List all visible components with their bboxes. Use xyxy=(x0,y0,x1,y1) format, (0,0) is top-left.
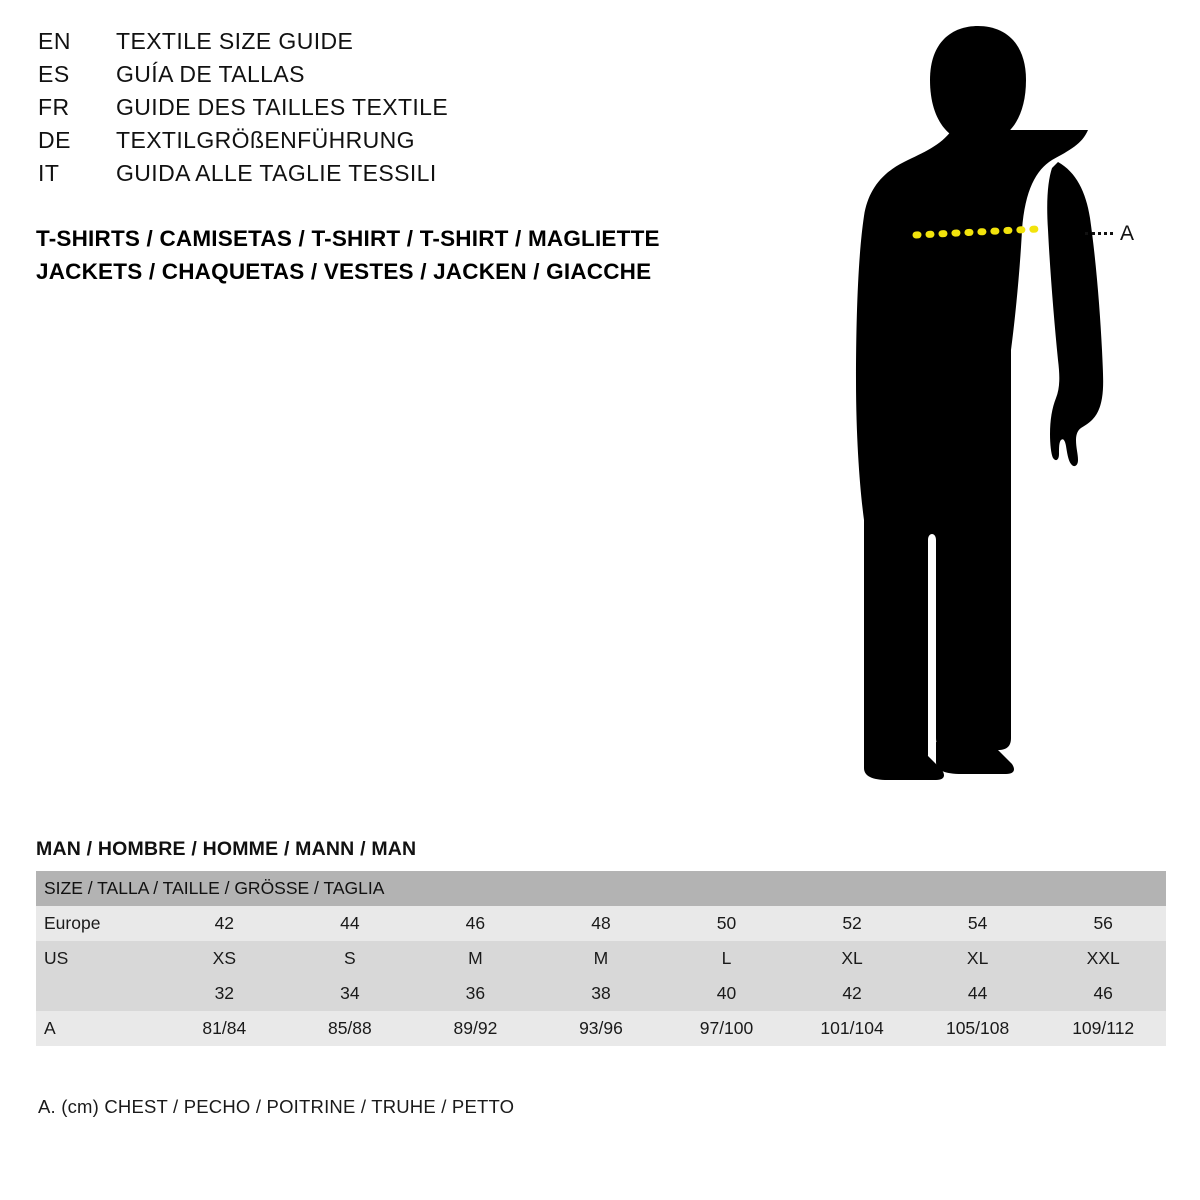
row-label: A xyxy=(36,1011,162,1046)
language-title: GUÍA DE TALLAS xyxy=(116,61,305,87)
size-table xyxy=(36,871,1166,1046)
category-tshirts: T-SHIRTS / CAMISETAS / T-SHIRT / T-SHIRT / MAGLIETTE xyxy=(36,226,660,251)
language-title: GUIDE DES TAILLES TEXTILE xyxy=(116,94,449,120)
language-code: IT xyxy=(38,160,60,186)
language-title: GUIDA ALLE TAGLIE TESSILI xyxy=(116,160,437,186)
cell: 32 xyxy=(162,976,288,1011)
size-band-label: SIZE / TALLA / TAILLE / GRÖSSE / TAGLIA xyxy=(36,871,1166,906)
cell: 44 xyxy=(287,906,413,941)
cell: 109/112 xyxy=(1040,1011,1166,1046)
language-title: TEXTILE SIZE GUIDE xyxy=(116,28,354,54)
language-title: TEXTILGRÖßENFÜHRUNG xyxy=(116,127,415,153)
cell: XXL xyxy=(1040,941,1166,976)
cell: 105/108 xyxy=(915,1011,1041,1046)
cell: 36 xyxy=(413,976,539,1011)
cell: 85/88 xyxy=(287,1011,413,1046)
cell: S xyxy=(287,941,413,976)
row-label: Europe xyxy=(36,906,162,941)
language-title-block xyxy=(38,28,798,193)
measure-leader-line xyxy=(1085,232,1113,235)
cell: 44 xyxy=(915,976,1041,1011)
language-row xyxy=(38,61,798,94)
cell: 89/92 xyxy=(413,1011,539,1046)
row-label: US xyxy=(36,941,162,976)
cell: 52 xyxy=(789,906,915,941)
cell: 97/100 xyxy=(664,1011,790,1046)
language-code: FR xyxy=(38,94,70,120)
cell: 56 xyxy=(1040,906,1166,941)
language-code: DE xyxy=(38,127,71,153)
cell: 42 xyxy=(162,906,288,941)
cell: 81/84 xyxy=(162,1011,288,1046)
cell: 93/96 xyxy=(538,1011,664,1046)
language-row xyxy=(38,28,798,61)
size-table-section xyxy=(36,838,1166,1046)
cell: 34 xyxy=(287,976,413,1011)
cell: 40 xyxy=(664,976,790,1011)
language-row xyxy=(38,94,798,127)
cell: 48 xyxy=(538,906,664,941)
table-row xyxy=(36,1011,1166,1046)
category-block xyxy=(36,222,836,288)
cell: M xyxy=(413,941,539,976)
table-row xyxy=(36,941,1166,976)
language-code: EN xyxy=(38,28,71,54)
language-row xyxy=(38,127,798,160)
table-row xyxy=(36,976,1166,1011)
category-jackets: JACKETS / CHAQUETAS / VESTES / JACKEN / GIACCHE xyxy=(36,259,652,284)
cell: M xyxy=(538,941,664,976)
table-band-header xyxy=(36,871,1166,906)
language-row xyxy=(38,160,798,193)
row-label xyxy=(36,976,162,1011)
cell: 46 xyxy=(413,906,539,941)
table-row xyxy=(36,906,1166,941)
cell: XL xyxy=(789,941,915,976)
cell: 46 xyxy=(1040,976,1166,1011)
measure-label-a: A xyxy=(1120,222,1135,245)
footnote-chest: A. (cm) CHEST / PECHO / POITRINE / TRUHE / PETTO xyxy=(38,1096,515,1117)
male-silhouette-figure xyxy=(820,20,1180,790)
cell: L xyxy=(664,941,790,976)
language-code: ES xyxy=(38,61,70,87)
cell: 50 xyxy=(664,906,790,941)
table-heading-man: MAN / HOMBRE / HOMME / MANN / MAN xyxy=(36,838,417,860)
cell: XL xyxy=(915,941,1041,976)
cell: 101/104 xyxy=(789,1011,915,1046)
cell: 42 xyxy=(789,976,915,1011)
silhouette-icon xyxy=(820,20,1180,790)
cell: XS xyxy=(162,941,288,976)
cell: 54 xyxy=(915,906,1041,941)
cell: 38 xyxy=(538,976,664,1011)
